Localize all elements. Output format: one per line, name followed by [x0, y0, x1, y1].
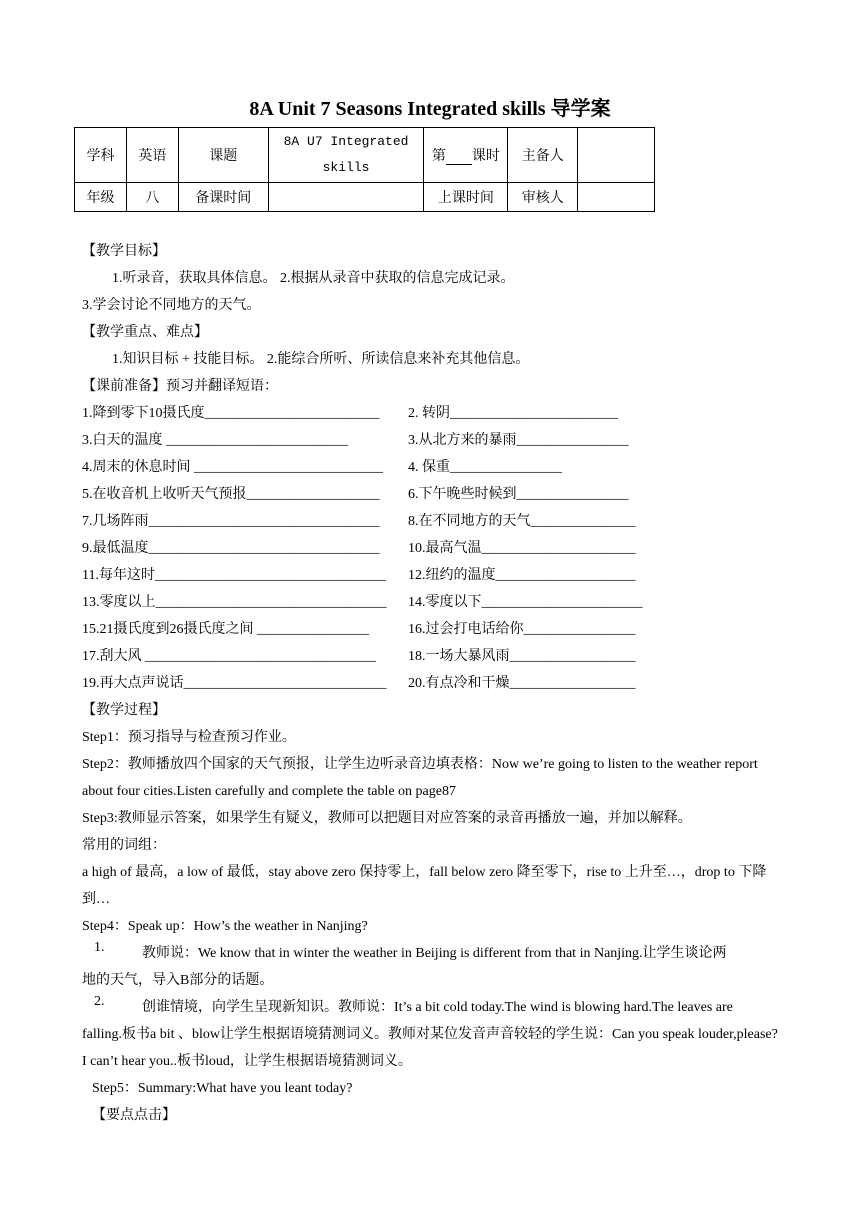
phrase-row — [82, 427, 782, 454]
phrase-row — [82, 400, 782, 427]
phrase-row — [82, 535, 782, 562]
phrase-item: 19.再大点声说话_____________________________ — [82, 676, 387, 691]
info-table — [74, 127, 655, 212]
phrase-item: 9.最低温度_________________________________ — [82, 541, 380, 556]
step-2: Step2：教师播放四个国家的天气预报，让学生边听录音边填表格：Now we’re going to listen to the weather report about four cities.Listen carefully and complete the table on page87 — [82, 757, 758, 799]
cell-class-time-label: 上课时间 — [424, 183, 508, 212]
cell-preparer-value — [578, 128, 655, 183]
cell-grade-label: 年级 — [75, 183, 127, 212]
phrase-item: 6.下午晚些时候到________________ — [408, 487, 629, 502]
step-5: Step5：Summary:What have you leant today? — [92, 1081, 353, 1096]
cell-reviewer-value — [578, 183, 655, 212]
cell-subject-value: 英语 — [126, 128, 178, 183]
common-phrases: a high of 最高，a low of 最低，stay above zero 保持零上，fall below zero 降至零下，rise to 上升至…，drop to 下降到… — [82, 865, 767, 907]
phrase-item: 14.零度以下_______________________ — [408, 595, 643, 610]
step-3: Step3:教师显示答案，如果学生有疑义，教师可以把题目对应答案的录音再播放一遍，并加以解释。 — [82, 811, 692, 826]
step-1: Step1：预习指导与检查预习作业。 — [82, 730, 296, 745]
step-4-item-1-cont: 地的天气，导入B部分的话题。 — [82, 973, 274, 988]
phrase-row — [82, 670, 782, 697]
prep-heading: 【课前准备】预习并翻译短语： — [82, 379, 278, 394]
phrase-item: 7.几场阵雨_________________________________ — [82, 514, 380, 529]
phrase-item: 8.在不同地方的天气_______________ — [408, 514, 636, 529]
phrase-item: 3.从北方来的暴雨________________ — [408, 433, 629, 448]
phrase-item: 17.刮大风 _________________________________ — [82, 649, 376, 664]
cell-topic-label: 课题 — [178, 128, 268, 183]
phrase-item: 18.一场大暴风雨__________________ — [408, 649, 636, 664]
phrase-row — [82, 643, 782, 670]
phrase-row — [82, 562, 782, 589]
phrase-item: 16.过会打电话给你________________ — [408, 622, 636, 637]
step-4-item-2-cont: falling.板书a bit 、blow让学生根据语境猜测词义。教师对某位发音声音较轻的学生说：Can you speak louder,please?I can’t hear you..板书loud，让学生根据语境猜测词义。 — [82, 1027, 778, 1069]
phrase-item: 10.最高气温______________________ — [408, 541, 636, 556]
phrase-item: 15.21摄氏度到26摄氏度之间 ________________ — [82, 622, 369, 637]
phrase-item: 13.零度以上_________________________________ — [82, 595, 387, 610]
cell-topic-value: 8A U7 Integrated skills — [268, 128, 424, 183]
tips-heading: 【要点点击】 — [92, 1108, 176, 1123]
process-heading: 【教学过程】 — [82, 703, 166, 718]
cell-lesson-number: 第 课时 — [424, 128, 508, 183]
objectives-line-1: 1.听录音，获取具体信息。 2.根据从录音中获取的信息完成记录。 — [112, 271, 515, 286]
cell-preparer-label: 主备人 — [508, 128, 578, 183]
cell-grade-value: 八 — [126, 183, 178, 212]
document-body — [82, 238, 782, 1129]
objectives-line-2: 3.学会讨论不同地方的天气。 — [82, 298, 261, 313]
phrase-row — [82, 589, 782, 616]
cell-prep-time-value — [268, 183, 424, 212]
cell-prep-time-label: 备课时间 — [178, 183, 268, 212]
objectives-heading: 【教学目标】 — [82, 244, 166, 259]
phrases-heading: 常用的词组： — [82, 838, 166, 853]
keypoints-line-1: 1.知识目标 + 技能目标。 2.能综合所听、所读信息来补充其他信息。 — [112, 352, 530, 367]
cell-subject-label: 学科 — [75, 128, 127, 183]
phrase-item: 1.降到零下10摄氏度_________________________ — [82, 406, 380, 421]
step-4-item-2: 2. 创谁情境，向学生呈现新知识。教师说：It’s a bit cold today.The wind is blowing hard.The leaves are — [94, 994, 733, 1015]
phrase-item: 20.有点冷和干燥__________________ — [408, 676, 636, 691]
keypoints-heading: 【教学重点、难点】 — [82, 325, 208, 340]
phrase-row — [82, 481, 782, 508]
phrase-item: 4. 保重________________ — [408, 460, 562, 475]
phrase-item: 3.白天的温度 __________________________ — [82, 433, 348, 448]
phrase-item: 11.每年这时_________________________________ — [82, 568, 386, 583]
step-4: Step4：Speak up：How’s the weather in Nanjing? — [82, 919, 368, 934]
phrase-row — [82, 454, 782, 481]
phrase-item: 2. 转阴________________________ — [408, 406, 618, 421]
step-4-item-1: 1. 教师说：We know that in winter the weather in Beijing is different from that in Nanjing.让学生谈论两 — [94, 940, 727, 961]
phrase-row — [82, 616, 782, 643]
cell-reviewer-label: 审核人 — [508, 183, 578, 212]
phrase-row — [82, 508, 782, 535]
page-title: 8A Unit 7 Seasons Integrated skills 导学案 — [249, 98, 611, 120]
phrase-item: 12.纽约的温度____________________ — [408, 568, 636, 583]
phrase-item: 5.在收音机上收听天气预报___________________ — [82, 487, 380, 502]
phrase-item: 4.周末的休息时间 ___________________________ — [82, 460, 383, 475]
